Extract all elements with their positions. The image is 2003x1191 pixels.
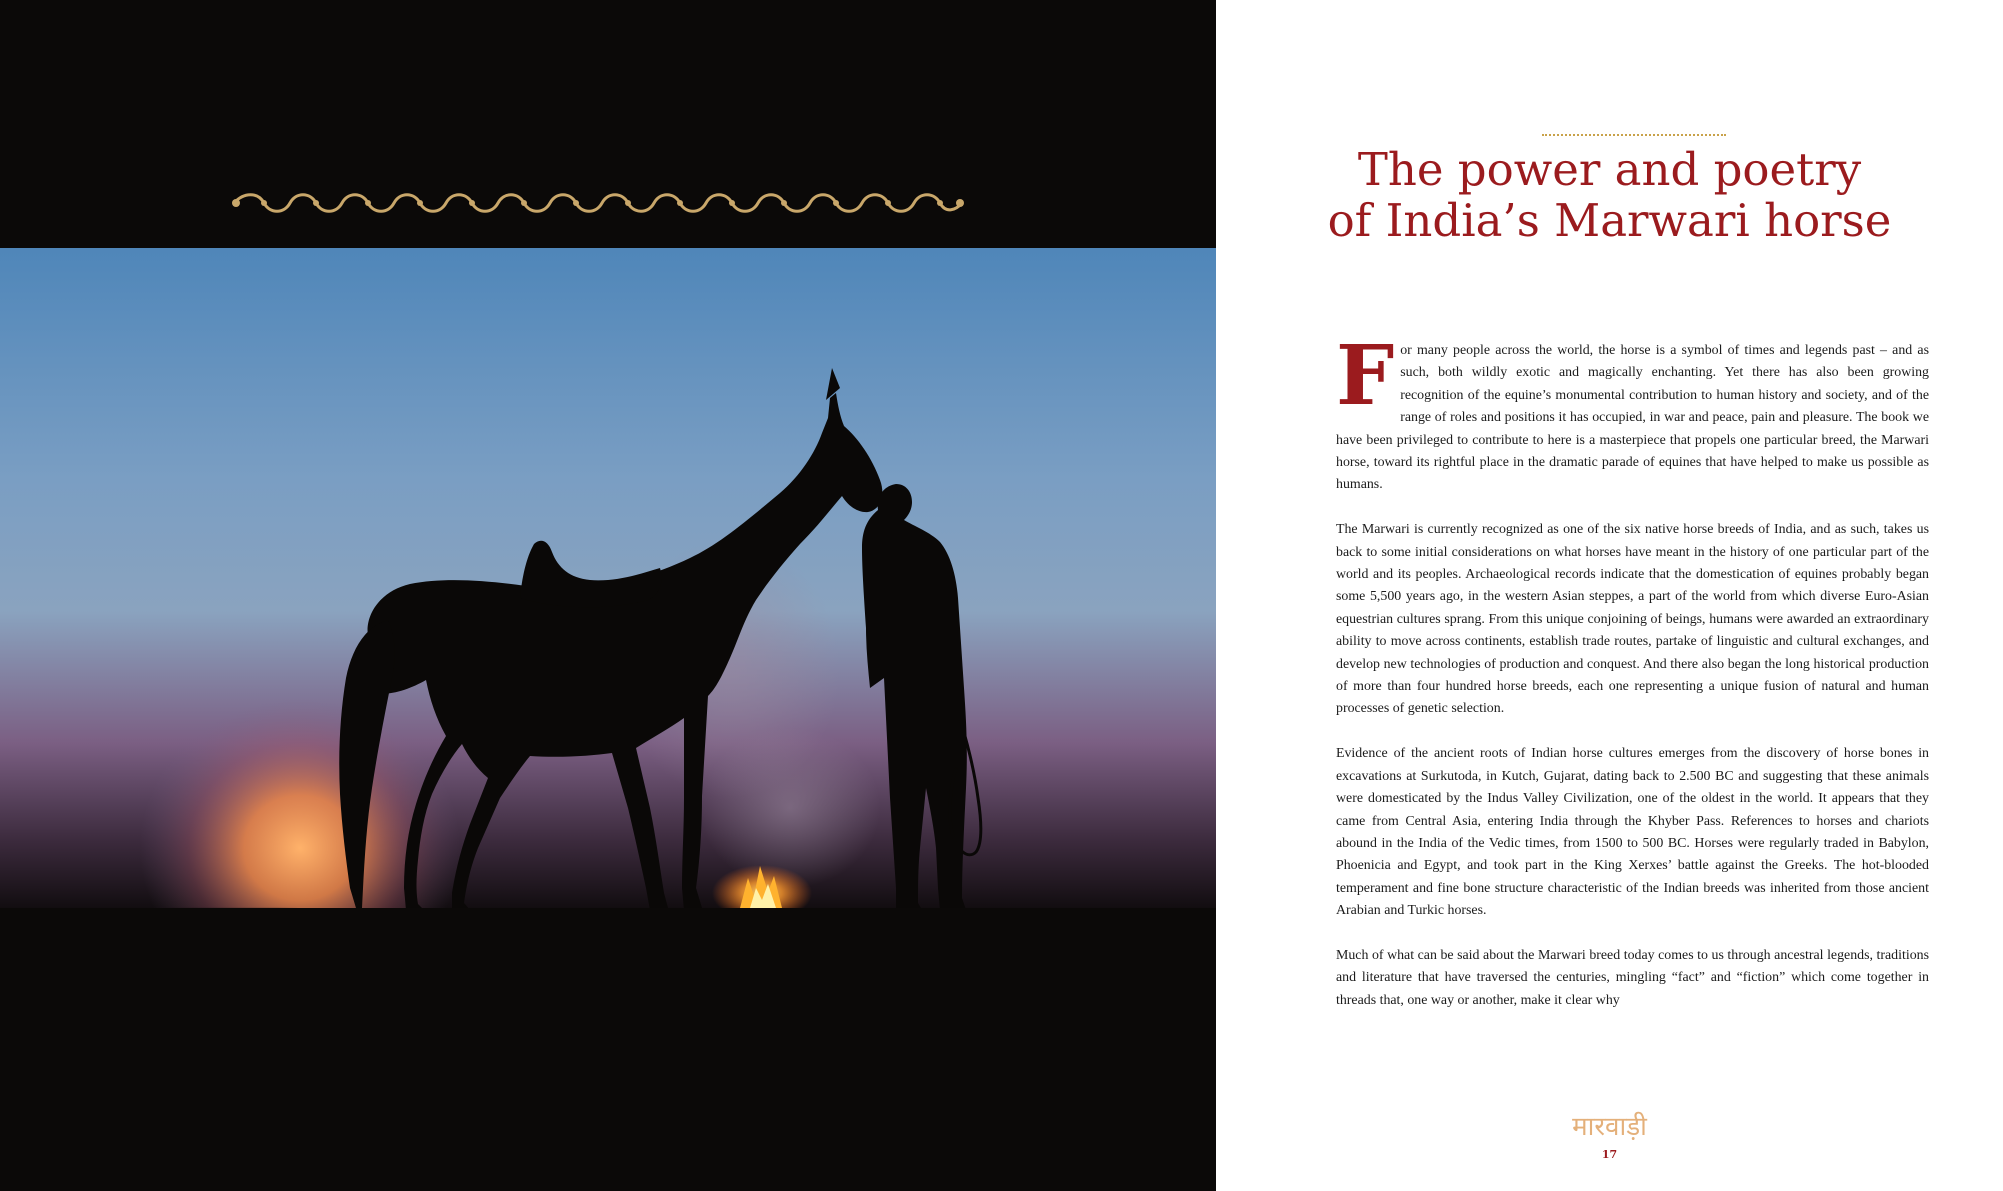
- chapter-title-line-2: of India’s Marwari horse: [1327, 194, 1892, 247]
- horse-silhouette-photo: [0, 248, 1216, 908]
- paragraph-1-text: or many people across the world, the horse is a symbol of times and legends past – and as such, both wildly exotic and magically enchanting. Yet there has also been growing recognition of the equine’s monumental contribution to human history and society, and of the range of roles and positions it has occupied, in war and peace, pain and pleasure. The book we have been privileged to contribute to here is a masterpiece that propels one particular breed, the Marwari horse, toward its rightful place in the dramatic parade of equines that have helped to make us possible as humans.: [1336, 343, 1929, 493]
- chapter-title: [1236, 144, 1983, 246]
- paragraph-2: The Marwari is currently recognized as one of the six native horse breeds of India, and as such, takes us back to some initial considerations on what horses have meant in the history of one particular part of the world and its peoples. Archaeological records indicate that the domestication of equines probably began some 5,500 years ago, in the western Asian steppes, a part of the world from which diverse Euro-Asian equestrian cultures sprang. From this unique conjoining of beings, humans were awarded an extraordinary ability to move across continents, establish trade routes, partake of linguistic and cultural exchanges, and develop new technologies of production and conquest. And there also began the long historical production of more than four hundred horse breeds, each one representing a unique fusion of natural and human processes of genetic selection.: [1336, 522, 1929, 717]
- chapter-title-line-1: The power and poetry: [1357, 143, 1862, 196]
- paragraph-1: [1336, 328, 1929, 497]
- paragraph-4: Much of what can be said about the Marwari breed today comes to us through ancestral legends, traditions and literature that have traversed the centuries, mingling “fact” and “fiction” which come together in threads that, one way or another, make it clear why: [1336, 947, 1929, 1008]
- title-dotted-rule: [1542, 134, 1726, 136]
- footer-marwari-script: मारवाड़ी: [1572, 1112, 1647, 1142]
- body-text: [1336, 328, 1929, 1035]
- paragraph-3: Evidence of the ancient roots of Indian horse cultures emerges from the discovery of horse bones in excavations at Surkutoda, in Kutch, Gujarat, dating back to 2.500 BC and suggesting that these animals were domesticated by the Indus Valley Civilization, one of the oldest in the world. It appears that they came from Central Asia, entering India through the Khyber Pass. References to horses and chariots abound in the India of the Vedic times, from 1500 to 500 BC. Horses were regularly traded in Babylon, Phoenicia and Egypt, and took part in the King Xerxes’ battle against the Greeks. The hot-blooded temperament and fine bone structure characteristic of the Indian breeds was inherited from those ancient Arabian and Turkic horses.: [1336, 746, 1929, 919]
- drop-cap-letter: F: [1336, 328, 1395, 424]
- right-page: [1216, 0, 2003, 1191]
- page-number: 17: [1601, 1148, 1618, 1161]
- gold-scroll-ornament: [230, 190, 966, 216]
